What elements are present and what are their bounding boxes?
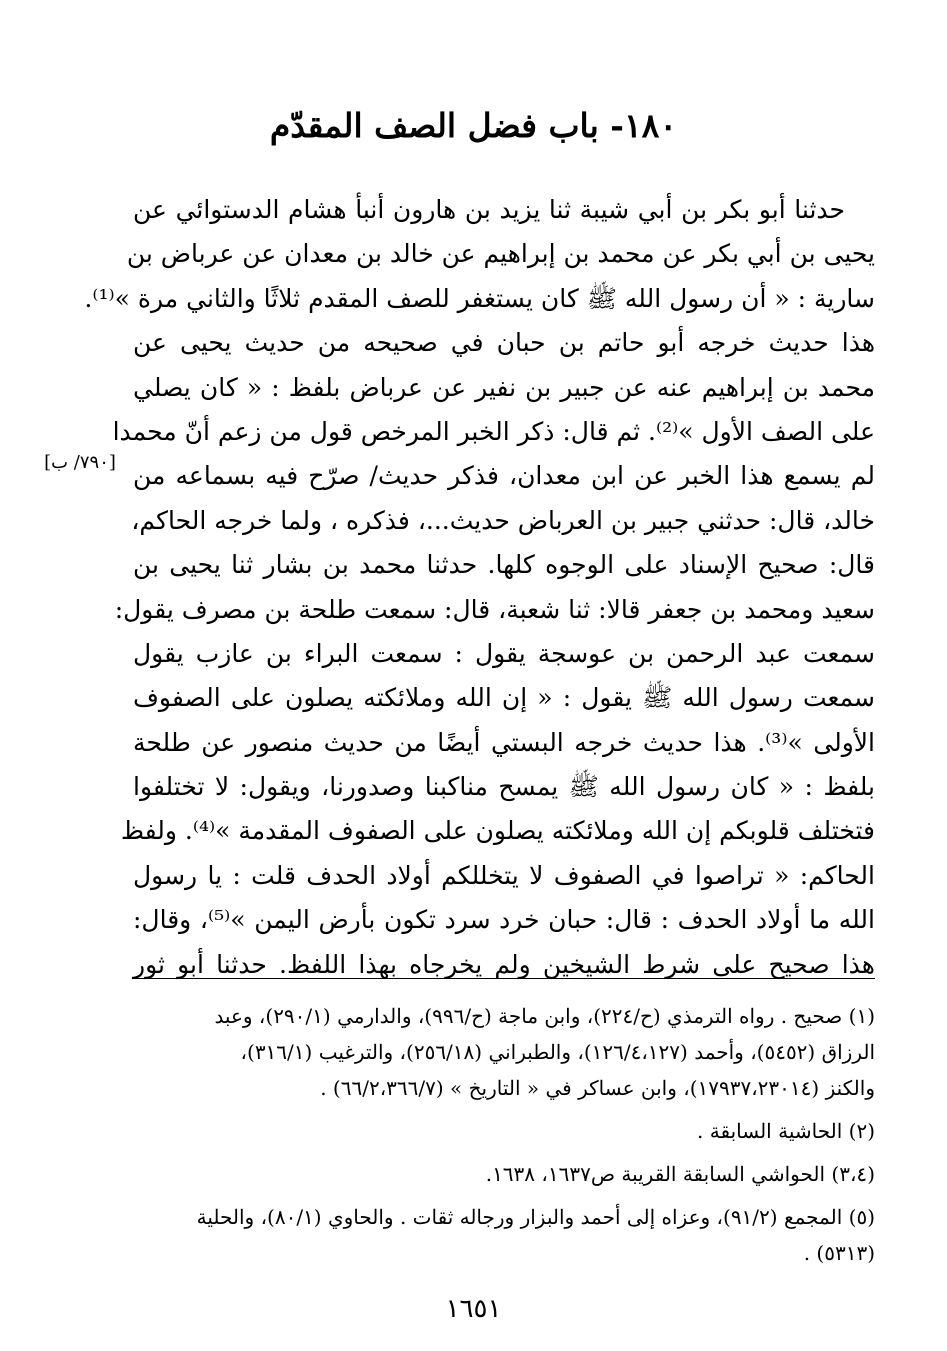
text-line: سارية : « أن رسول الله ﷺ كان يستغفر للصف المقدم ثلاثًا والثاني مرة »⁽¹⁾.: [84, 283, 875, 313]
manuscript-folio-note: [٧٩٠/ ب]: [44, 452, 116, 473]
footnote-5: [133, 1199, 875, 1271]
text-line: الله ما أولاد الحدف : قال: حبان خرد سرد تكون بأرض اليمن »⁽⁵⁾، وقال:: [133, 905, 875, 935]
text-line: محمد بن إبراهيم عنه عن جبير بن نفير عن عرباض بلفظ : « كان يصلي: [133, 372, 875, 402]
footnote-2: [133, 1113, 875, 1149]
text-line: فتختلف قلوبكم إن الله وملائكته يصلون على الصفوف المقدمة »⁽⁴⁾. ولفظ: [120, 816, 875, 846]
text-line: حدثنا أبو بكر بن أبي شيبة ثنا يزيد بن هارون أنبأ هشام الدستوائي عن: [133, 195, 845, 224]
text-line: قال: صحيح الإسناد على الوجوه كلها. حدثنا محمد بن بشار ثنا يحيى بن: [133, 550, 875, 580]
footnote-line: (٥٣١٣) .: [803, 1241, 875, 1265]
text-line: الأولى »⁽³⁾. هذا حديث خرجه البستي أيضًا من حديث منصور عن طلحة: [133, 727, 875, 757]
footnote-3-4: [133, 1156, 875, 1192]
text-line: هذا حديث خرجه أبو حاتم بن حبان في صحيحه من حديث يحيى عن: [133, 328, 875, 358]
text-line: سمعت رسول الله ﷺ يقول : « إن الله وملائكته يصلون على الصفوف: [133, 683, 875, 713]
text-line: خالد، قال: حدثني جبير بن العرباض حديث...، فذكره ، ولما خرجه الحاكم،: [131, 505, 875, 535]
main-text: [84, 188, 875, 987]
page-number: ١٦٥١: [445, 1294, 502, 1324]
text-line: سعيد ومحمد بن جعفر قالا: ثنا شعبة، قال: سمعت طلحة بن مصرف يقول:: [114, 594, 875, 624]
footnote-separator: [133, 978, 875, 979]
text-line: سمعت عبد الرحمن بن عوسجة يقول : سمعت البراء بن عازب يقول: [133, 638, 875, 668]
text-line: الحاكم: « تراصوا في الصفوف لا يتخللكم أولاد الحدف قلت : يا رسول: [133, 860, 875, 890]
footnotes: [133, 998, 875, 1278]
footnote-line: (١) صحيح . رواه الترمذي (ح/٢٢٤)، وابن ماجة (ح/٩٩٦)، والدارمي (٢٩٠/١)، وعبد: [214, 1004, 875, 1028]
footnote-line: والكنز (١٧٩٣٧،٢٣٠١٤)، وابن عساكر في « التاريخ » (٦٦/٢،٣٦٦/٧) .: [320, 1076, 875, 1100]
footnote-line: (٣،٤) الحواشي السابقة القريبة ص١٦٣٧، ١٦٣٨.: [485, 1162, 875, 1186]
text-line: على الصف الأول »⁽²⁾. ثم قال: ذكر الخبر المرخص قول من زعم أنّ محمدا: [112, 416, 875, 446]
text-line: يحيى بن أبي بكر عن محمد بن إبراهيم عن خالد بن معدان عن عرباض بن: [126, 239, 875, 269]
chapter-title: ١٨٠- باب فضل الصف المقدّم: [269, 106, 678, 145]
footnote-1: [133, 998, 875, 1106]
footnote-line: الرزاق (٥٤٥٢)، وأحمد (١٢٦/٤،١٢٧)، والطبراني (٢٥٦/١٨)، والترغيب (٣١٦/١)،: [240, 1040, 875, 1064]
footnote-line: (٢) الحاشية السابقة .: [697, 1119, 875, 1143]
text-line: هذا صحيح على شرط الشيخين ولم يخرجاه بهذا اللفظ. حدثنا أبو ثور: [133, 949, 875, 979]
text-line: بلفظ : « كان رسول الله ﷺ يمسح مناكبنا وصدورنا، ويقول: لا تختلفوا: [133, 772, 875, 802]
text-line: لم يسمع هذا الخبر عن ابن معدان، فذكر حديث/ صرّح فيه بسماعه من: [133, 461, 875, 491]
footnote-line: (٥) المجمع (٩١/٢)، وعزاه إلى أحمد والبزار ورجاله ثقات . والحاوي (٨٠/١)، والحلية: [196, 1205, 875, 1229]
